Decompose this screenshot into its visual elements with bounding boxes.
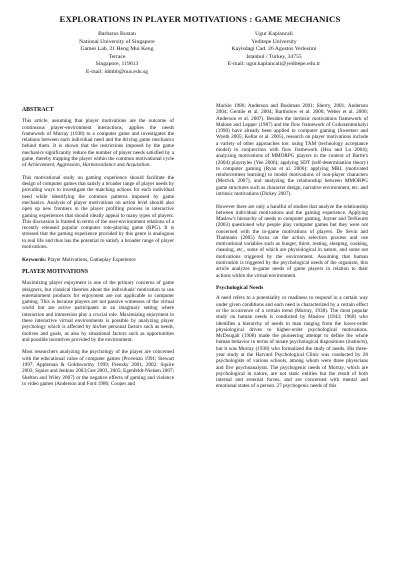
body-paragraph: Maximizing player enjoyment is one of the primary concerns of game designers, but classical theories about the individuals' motivation to use entertainment products for enjoyment are not applicable to computer gaming. This is because players are not passive witnesses of the virtual world but are active participants in an imaginary setting where interaction and immersion play a crucial role. Maximizing enjoyment in these interactive virtual environments is possible by analyzing player psychology which is affected by his/her personal factors such as needs, motives and goals, as also by situational factors such as opportunities and possible incentives provided by the environment.: [22, 280, 174, 343]
text-run: This article, assuming that player motivations are the outcome of continuous player-environment interactions, applies the needs framework of Murray (1938) to a computer game and investigates the relations between each individual need and the driving game mechanics behind them. It is shown that the restrictions imposed by the game mechanics significantly reduce the number of player needs satisfied by a game, thereby trapping the player within the common motivational cycle of: [22, 118, 174, 169]
italic-run: Acquisition: [125, 162, 150, 169]
author-name: Ugur Kaplancali: [255, 31, 293, 37]
abstract-paragraph: [22, 118, 174, 168]
body-paragraph: A need refers to a potentiality or readiness to respond in a certain way under given conditions and each need is characterized by a certain effect or the occurrence of a certain trend (Murray, 1938). The most popular study on human needs is conducted by Maslow (1943; 1968) who identifies a hierarchy of needs in man ranging from the lower-order physiological drives to higher-order psychological motivations. McDougall (1908) made the pioneering attempt to define the whole human behavior in terms of innate psychological dispositions (instincts), but it was Murray (1938) who formalized the study of needs. His three-year study at the Harvard Psychological Clinic was conducted by 28 psychologists of various schools, among whom were three physicians and five psychoanalysts. The psychogenic needs of Murray, which are psychological in nature, are not static entities but the result of both internal and external forces, and are concerned with mental and emotional states of a person. 27 psychogenic needs of this: [216, 295, 368, 390]
text-run: and: [115, 162, 126, 169]
author-affiliation: National University of Singapore: [79, 38, 155, 45]
author-name: Barbaros Bostan: [98, 31, 136, 37]
author-address: Games Lab, 21 Heng Mui Keng: [80, 46, 154, 52]
body-paragraph: Most researchers analyzing the psychology of the player are concerned with the educational value of computer games (Provenzo 1991; Stewart 1997; Appleman & Goldsworthy 1999; Prensky 2001, 2002; Squire 2003; Squire and Jenkins 2003;Gee 2003, 2005; Egenfeldt-Nielsen 2007; Shelton and Wiley 2007) or the negative effects of gaming and violence in video games (Anderson and Ford 1986; Cooper and: [22, 349, 174, 387]
author-block-1: [58, 31, 176, 76]
author-block-2: [182, 31, 366, 69]
abstract-heading: ABSTRACT: [22, 107, 54, 113]
keywords: [22, 257, 174, 263]
subsection-heading: Psychological Needs: [216, 285, 264, 292]
author-affiliation: Yeditepe University: [251, 38, 297, 45]
author-email: E-mail: ugur.kaplancali@yeditepe.edu.tr: [227, 61, 321, 67]
keywords-text: Player Motivations, Gameplay Experience: [46, 256, 136, 263]
author-address: Terrace: [108, 53, 126, 60]
keywords-label: Keywords:: [22, 256, 47, 263]
left-column: [22, 103, 174, 393]
author-email: E-mail: idmbb@nus.edu.sg: [85, 68, 149, 75]
paper-title: EXPLORATIONS IN PLAYER MOTIVATIONS : GAME MECHANICS: [59, 14, 341, 24]
abstract-paragraph: This motivational study on gaming experience should facilitate the design of computer games that satisfy a broader range of player needs by providing ways to investigate the matching actions for each individual need while identifying the common patterns imposed by game mechanics. Analysis of player motivations on action level should also open up new frontiers in the player profiling process in interactive gaming experiences that should ideally appeal to many types of players. This discussion is framed in terms of the user-environment relations of a recently released popular computer role-playing game (RPG). It is stressed that the gaming experience provided by this genre is analogous to real life and thus has the potential to satisfy a broader range of player motivations.: [22, 174, 174, 250]
author-city: Singapore, 119613: [95, 61, 139, 67]
body-paragraph: However there are only a handful of studies that analyze the relationship between individual motivations and the gaming experience. Applying Maslow's hierarchy of needs to computer gaming, Joyner and TerKeurst (2003) questioned why people play computer games but they were not concerned with the in-game motivations of players. De Sevin and Thalmann (2005) focus on the action selection process and use motivational variables such as hunger, thirst, resting, sleeping, cooking, cleaning, etc., some of which are physiological in nature, and some not motivations triggered by the environment. Assuming that human motivation is triggered by the psychological needs of the organism, this article analyzes in-game needs of game players in relation to their actions within the virtual environment.: [216, 203, 368, 279]
body-paragraph: Mackie 1986; Anderson and Bushman 2001; Sherry, 2001; Anderson 2004; Gentile et al. 2004; Bartholow et al. 2006; Weber et al. 2006; Anderson et al. 2007). Besides the intrinsic motivations framework of Malone and Lepper (1987) and the flow framework of Csikszentmihalyi (1990) have already been applied to computer gaming (Sweetser and Wyeth 2005; Kellar et al. 2005), research on player motivations include a variety of other approaches too: using TAM (technology acceptance model) in conjunction with flow framework (Hsu and Lu 2004); analyzing motivations of MMORPG players in the context of Bartle's (2004) playstyles (Yee 2006); applying SDT (self-determination theory) to computer gaming (Ryan et al. 2006); applying MRL (motivated reinforcement learning) to model motivations of non-player characters (Merrick 2007), and analyzing the relationship between MMORPG game structures such as character design, narrative environment, etc. and intrinsic motivations (Dickey 2007).: [216, 103, 368, 197]
author-address: Kayisdagi Cad. 26 Agustos Yerlesimi: [231, 46, 317, 52]
author-city: Istanbul / Turkey, 34755: [246, 53, 302, 60]
italic-run: Achievement, Aggression, Harmavoidance: [27, 162, 116, 169]
section-heading: PLAYER MOTIVATIONS: [22, 269, 89, 276]
right-column: [216, 103, 368, 396]
text-run: .: [149, 162, 151, 169]
